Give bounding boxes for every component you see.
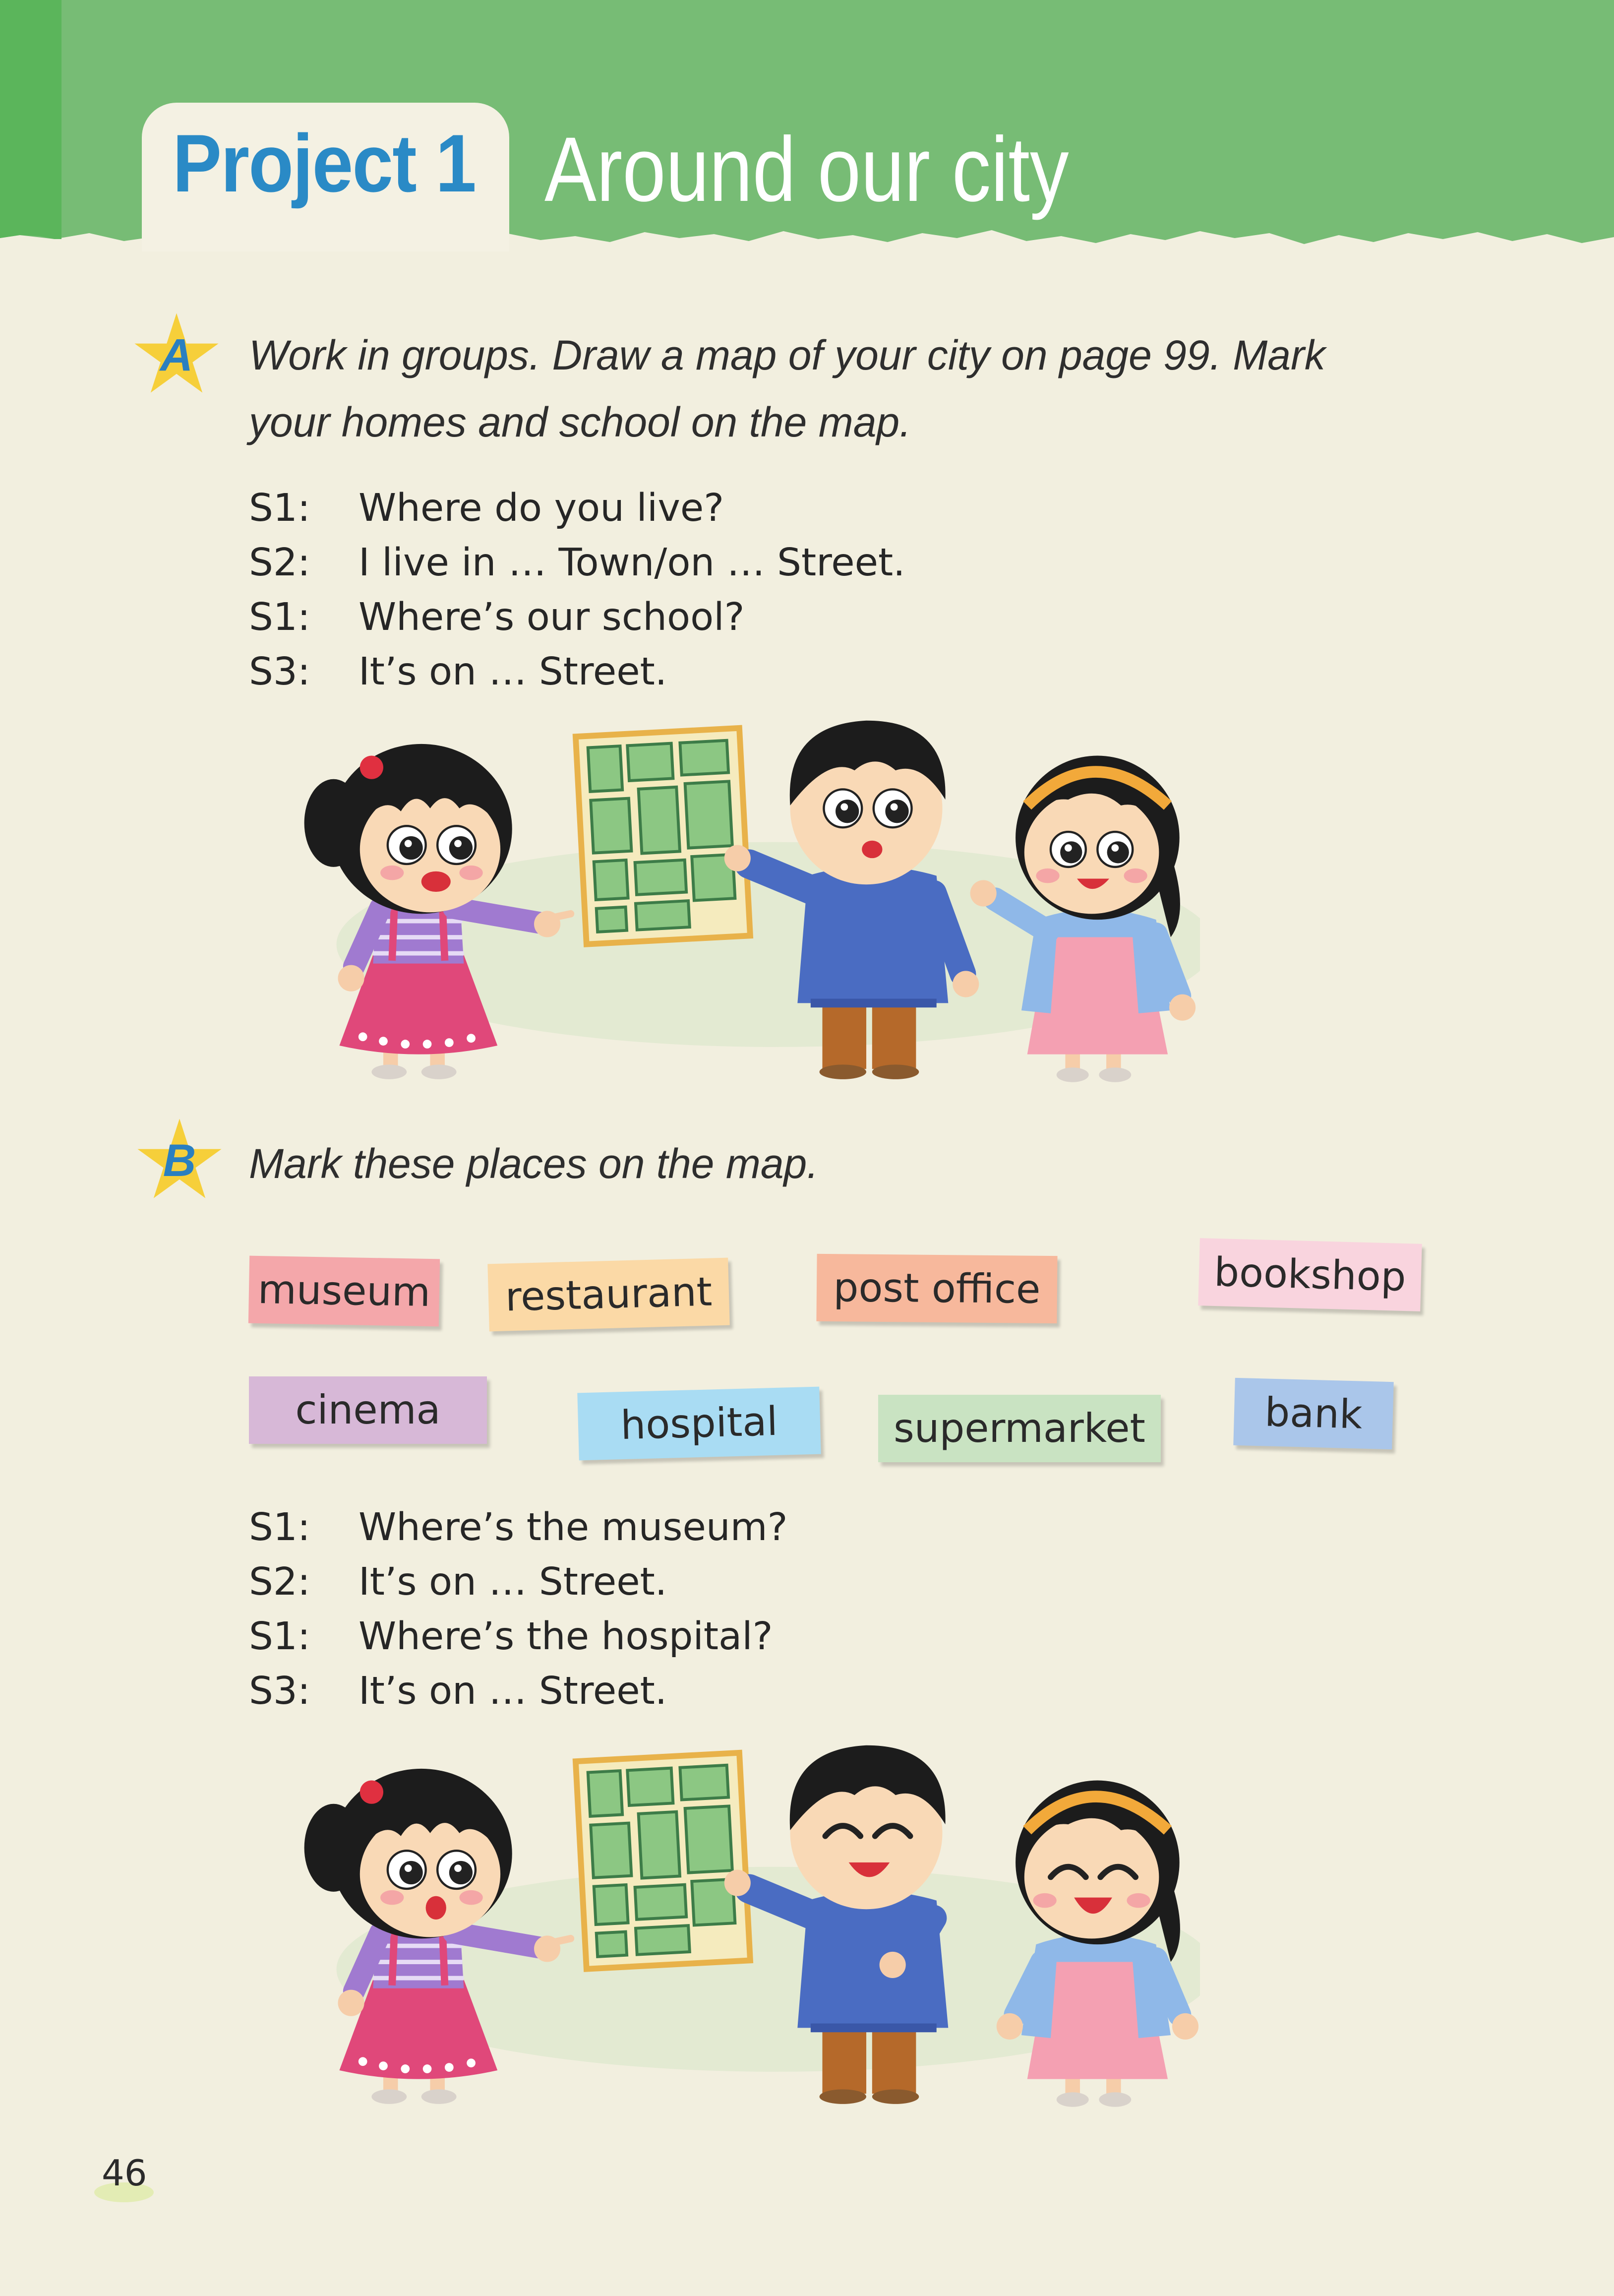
dialogue-text: Where’s our school? — [359, 595, 745, 639]
place-tag-post-office: post office — [816, 1254, 1057, 1323]
dialogue-text: Where’s the museum? — [359, 1505, 788, 1550]
section-a-instruction-line2: your homes and school on the map. — [249, 399, 911, 445]
dialogue-speaker: S1: — [249, 595, 310, 639]
project-tab — [142, 103, 509, 251]
section-a-instruction-line1: Work in groups. Draw a map of your city on page 99. Mark — [249, 332, 1325, 378]
page-number: 46 — [102, 2152, 147, 2194]
dialogue-speaker: S2: — [249, 1560, 310, 1604]
place-tag-bank: bank — [1233, 1378, 1393, 1449]
dialogue-text: It’s on … Street. — [359, 650, 667, 694]
dialogue-text: It’s on … Street. — [359, 1560, 667, 1604]
section-a-marker: A — [160, 330, 193, 380]
place-tag-museum: museum — [248, 1256, 440, 1327]
dialogue-speaker: S3: — [249, 1669, 310, 1713]
city-map-poster — [576, 1753, 750, 1969]
place-tag-bookshop: bookshop — [1198, 1238, 1422, 1311]
banner-left-strip — [0, 0, 61, 239]
dialogue-speaker: S1: — [249, 486, 310, 530]
section-b-star-icon — [135, 1116, 224, 1205]
city-map-poster — [576, 728, 750, 944]
children-with-city-map-illustration — [293, 703, 1200, 1084]
dialogue-speaker: S2: — [249, 541, 310, 585]
place-tag-supermarket: supermarket — [878, 1395, 1161, 1462]
place-tag-restaurant: restaurant — [487, 1258, 729, 1332]
section-a-star-icon — [132, 310, 221, 400]
page-title: Around our city — [544, 119, 1069, 221]
dialogue-text: Where do you live? — [359, 486, 724, 530]
place-tag-cinema: cinema — [249, 1376, 487, 1444]
dialogue-text: Where’s the hospital? — [359, 1614, 773, 1659]
project-label: Project 1 — [173, 118, 476, 209]
place-tag-hospital: hospital — [577, 1387, 821, 1461]
section-b-instruction: Mark these places on the map. — [249, 1140, 819, 1187]
dialogue-speaker: S1: — [249, 1614, 310, 1659]
section-b-marker: B — [163, 1135, 196, 1186]
children-smiling-with-city-map-illustration — [293, 1728, 1200, 2109]
dialogue-text: I live in … Town/on … Street. — [359, 541, 905, 585]
dialogue-speaker: S3: — [249, 650, 310, 694]
dialogue-text: It’s on … Street. — [359, 1669, 667, 1713]
dialogue-speaker: S1: — [249, 1505, 310, 1550]
